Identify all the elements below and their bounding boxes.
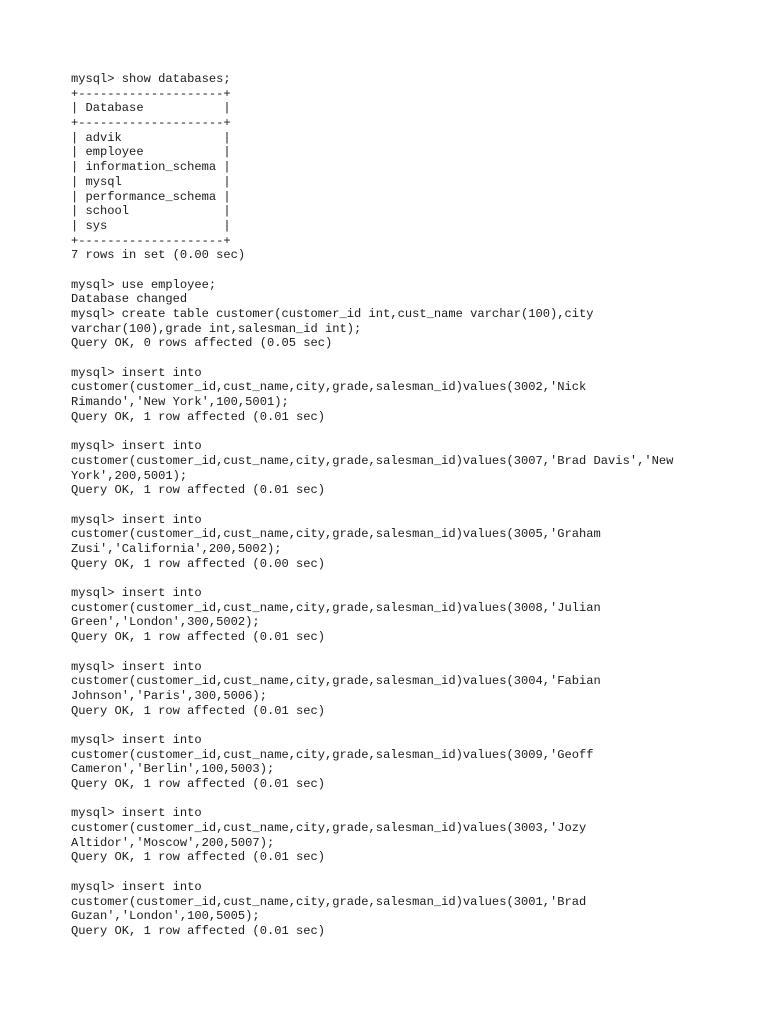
blank-line [71, 865, 751, 880]
command-continuation-line: customer(customer_id,cust_name,city,grade,salesman_id)values(3009,'Geoff [71, 747, 594, 762]
insert-block [71, 513, 751, 572]
insert-block [71, 880, 751, 939]
table-header-line: | Database | [71, 101, 231, 116]
table-border-line: +--------------------+ [71, 116, 231, 131]
insert-block [71, 366, 751, 425]
result-status-line: Query OK, 1 row affected (0.01 sec) [71, 409, 326, 424]
blank-line [71, 351, 751, 366]
mysql-command-line: mysql> insert into [71, 659, 202, 674]
blank-line [71, 792, 751, 807]
blank-line [71, 718, 751, 733]
mysql-command-line: mysql> show databases; [71, 72, 231, 86]
result-status-line: Query OK, 0 rows affected (0.05 sec) [71, 336, 333, 351]
command-continuation-line: Zusi','California',200,5002); [71, 542, 282, 556]
blank-line [71, 263, 751, 278]
table-row: | advik | [71, 130, 231, 145]
command-continuation-line: customer(customer_id,cust_name,city,grade,salesman_id)values(3008,'Julian [71, 600, 601, 615]
table-row: | mysql | [71, 174, 231, 189]
table-border-line: +--------------------+ [71, 86, 231, 101]
command-continuation-line: Guzan','London',100,5005); [71, 909, 260, 924]
table-row: | employee | [71, 145, 231, 160]
command-continuation-line: Altidor','Moscow',200,5007); [71, 835, 275, 850]
result-status-line: Query OK, 1 row affected (0.00 sec) [71, 556, 326, 571]
result-status-line: Query OK, 1 row affected (0.01 sec) [71, 703, 326, 718]
table-border-line: +--------------------+ [71, 233, 231, 248]
command-continuation-line: Johnson','Paris',300,5006); [71, 688, 267, 703]
table-row: | information_schema | [71, 160, 231, 175]
mysql-command-line: mysql> insert into [71, 879, 202, 894]
table-row: | sys | [71, 218, 231, 233]
command-continuation-line: Green','London',300,5002); [71, 615, 260, 630]
insert-block [71, 806, 751, 865]
result-status-line: Database changed [71, 292, 188, 307]
table-row: | school | [71, 204, 231, 219]
mysql-command-line: mysql> insert into [71, 586, 202, 601]
result-status-line: Query OK, 1 row affected (0.01 sec) [71, 630, 326, 645]
command-continuation-line: customer(customer_id,cust_name,city,grade,salesman_id)values(3004,'Fabian [71, 674, 601, 689]
insert-block [71, 439, 751, 498]
command-continuation-line: customer(customer_id,cust_name,city,grade,salesman_id)values(3005,'Graham [71, 527, 601, 542]
show-databases-block [71, 72, 751, 263]
create-table-block [71, 278, 751, 351]
mysql-command-line: mysql> insert into [71, 365, 202, 380]
mysql-command-line: mysql> use employee; [71, 277, 217, 292]
command-continuation-line: varchar(100),grade int,salesman_id int); [71, 321, 362, 336]
mysql-command-line: mysql> insert into [71, 439, 202, 454]
mysql-command-line: mysql> insert into [71, 732, 202, 747]
mysql-command-line: mysql> insert into [71, 512, 202, 527]
command-continuation-line: Cameron','Berlin',100,5003); [71, 762, 275, 777]
table-row: | performance_schema | [71, 189, 231, 204]
result-status-line: Query OK, 1 row affected (0.01 sec) [71, 483, 326, 498]
terminal-transcript [71, 72, 751, 939]
command-continuation-line: Rimando','New York',100,5001); [71, 395, 289, 410]
insert-block [71, 733, 751, 792]
result-status-line: Query OK, 1 row affected (0.01 sec) [71, 850, 326, 865]
blank-line [71, 498, 751, 513]
command-continuation-line: customer(customer_id,cust_name,city,grade,salesman_id)values(3002,'Nick [71, 380, 587, 395]
result-status-line: Query OK, 1 row affected (0.01 sec) [71, 777, 326, 791]
blank-line [71, 571, 751, 586]
command-continuation-line: York',200,5001); [71, 468, 188, 483]
command-continuation-line: customer(customer_id,cust_name,city,grade,salesman_id)values(3003,'Jozy [71, 821, 587, 836]
insert-block [71, 586, 751, 645]
blank-line [71, 425, 751, 440]
command-continuation-line: customer(customer_id,cust_name,city,grade,salesman_id)values(3007,'Brad Davis','New [71, 453, 674, 468]
blank-line [71, 645, 751, 660]
result-status-line: 7 rows in set (0.00 sec) [71, 248, 246, 263]
result-status-line: Query OK, 1 row affected (0.01 sec) [71, 923, 326, 938]
mysql-command-line: mysql> create table customer(customer_id int,cust_name varchar(100),city [71, 307, 594, 321]
insert-block [71, 660, 751, 719]
command-continuation-line: customer(customer_id,cust_name,city,grade,salesman_id)values(3001,'Brad [71, 894, 587, 909]
mysql-command-line: mysql> insert into [71, 806, 202, 821]
